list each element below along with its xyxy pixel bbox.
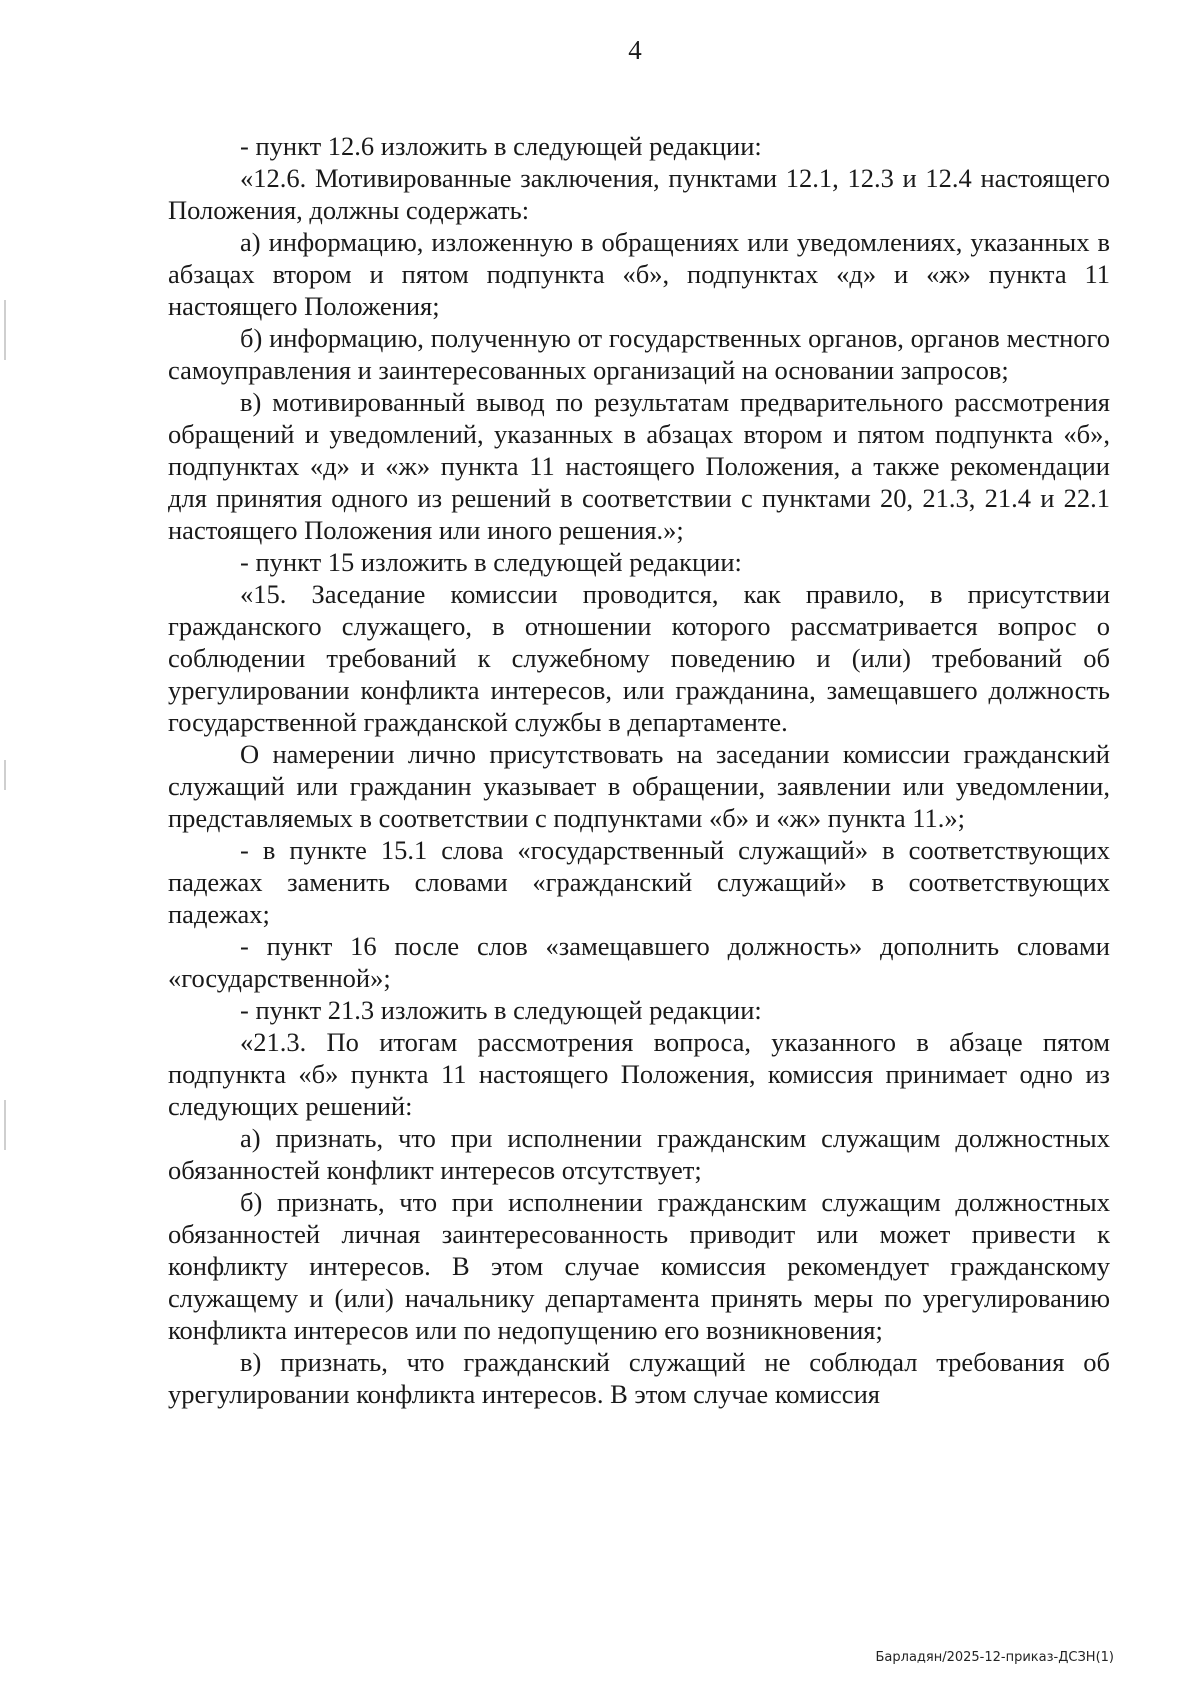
paragraph: а) признать, что при исполнении гражданским служащим должностных обязанностей конфликт интересов отсутствует; [168, 1123, 1110, 1185]
document-body [168, 130, 1110, 1410]
paragraph: «12.6. Мотивированные заключения, пунктами 12.1, 12.3 и 12.4 настоящего Положения, должны содержать: [168, 163, 1110, 225]
paragraph: б) информацию, полученную от государственных органов, органов местного самоуправления и заинтересованных организаций на основании запросов; [168, 323, 1110, 385]
paragraph: - пункт 21.3 изложить в следующей редакции: [240, 995, 762, 1025]
paragraph: «21.3. По итогам рассмотрения вопроса, указанного в абзаце пятом подпункта «б» пункта 11 настоящего Положения, комиссия принимает одно из следующих решений: [168, 1027, 1110, 1121]
scan-edge-mark [4, 300, 6, 360]
scan-edge-mark [4, 1100, 6, 1150]
paragraph: в) мотивированный вывод по результатам предварительного рассмотрения обращений и уведомлений, указанных в абзацах втором и пятом подпункта «б», подпунктах «д» и «ж» пункта 11 настоящего Положения, а также рекомендации для принятия одного из решений в соответствии с пунктами 20, 21.3, 21.4 и 22.1 настоящего Положения или иного решения.»; [168, 387, 1110, 545]
footer-document-reference: Барладян/2025-12-приказ-ДСЗН(1) [875, 1650, 1114, 1665]
paragraph: О намерении лично присутствовать на заседании комиссии гражданский служащий или гражданин указывает в обращении, заявлении или уведомлении, представляемых в соответствии с подпунктами «б» и «ж» пункта 11.»; [168, 739, 1110, 833]
paragraph: «15. Заседание комиссии проводится, как правило, в присутствии гражданского служащего, в отношении которого рассматривается вопрос о соблюдении требований к служебному поведению и (или) требований об урегулировании конфликта интересов, или гражданина, замещавшего должность государственной гражданской службы в департаменте. [168, 579, 1110, 737]
paragraph: - пункт 12.6 изложить в следующей редакции: [240, 131, 762, 161]
paragraph: - пункт 16 после слов «замещавшего должность» дополнить словами «государственной»; [168, 931, 1110, 993]
paragraph: а) информацию, изложенную в обращениях или уведомлениях, указанных в абзацах втором и пятом подпункта «б», подпунктах «д» и «ж» пункта 11 настоящего Положения; [168, 227, 1110, 321]
paragraph: - в пункте 15.1 слова «государственный служащий» в соответствующих падежах заменить словами «гражданский служащий» в соответствующих падежах; [168, 835, 1110, 929]
paragraph: б) признать, что при исполнении гражданским служащим должностных обязанностей личная заинтересованность приводит или может привести к конфликту интересов. В этом случае комиссия рекомендует гражданскому служащему и (или) начальнику департамента принять меры по урегулированию конфликта интересов или по недопущению его возникновения; [168, 1187, 1110, 1345]
paragraph: - пункт 15 изложить в следующей редакции: [240, 547, 742, 577]
page-number: 4 [628, 35, 642, 65]
scan-edge-mark [4, 760, 6, 790]
paragraph: в) признать, что гражданский служащий не соблюдал требования об урегулировании конфликта интересов. В этом случае комиссия [168, 1347, 1110, 1409]
